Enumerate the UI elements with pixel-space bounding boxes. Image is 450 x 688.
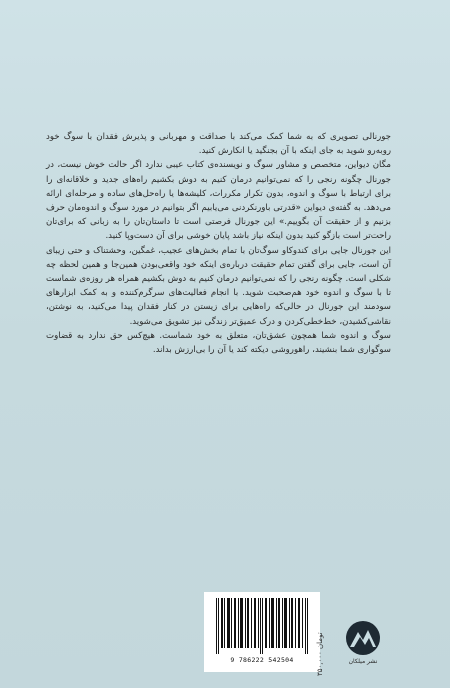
blurb-paragraph-3: این جورنال جایی برای کندوکاو سوگ‌تان با تمام بخش‌های عجیب، غمگین، وحشتناک و حتی زیبای آن است، جایی برای گفتن تمام حقیقت درباره‌ی اینکه خود واقعی‌بودن همین‌جا و همین لحظه چه شکلی است. چگونه رنجی را که نمی‌توانیم درمان کنیم به دوش بکشیم همراه هر روزه‌ی شماست تا با سوگ و اندوه خود هم‌صحبت شوید. با انجام فعالیت‌های سرگرم‌کننده و به کمک ابزارهای سودمند این جورنال در حالی‌که راه‌هایی برای زیستن در کنار فقدان پیدا می‌کنید، به نوشتن، نقاشی‌کشیدن، خط‌خطی‌کردن و درک عمیق‌تر زندگی نیز تشویق می‌شوید. xyxy=(46,245,391,327)
barcode-area xyxy=(196,592,336,680)
blurb-paragraph-4: سوگ و اندوه شما همچون عشق‌تان، متعلق به خود شماست. هیچ‌کس حق ندارد به قضاوت سوگواری شما بنشیند، راهوروشی دیکته کند یا آن را بی‌ارزش بداند. xyxy=(46,330,391,356)
isbn-number: 9 786222 542504 xyxy=(230,656,294,664)
blurb-paragraph-2: مگان دیواین، متخصص و مشاور سوگ و نویسنده‌ی کتاب عیبی ندارد اگر حالت خوش نیست، در جورنال چگونه رنجی را که نمی‌توانیم درمان کنیم به دوش بکشیم راه‌های جدید و خلاقانه‌ای را برای ارتباط با سوگ و اندوه، بدون تکرار مکررات، کلیشه‌ها یا راه‌حل‌های ساده و مرحله‌ای ارائه می‌دهد. به گفته‌ی دیواین «قدرتی باورنکردنی می‌یابیم اگر بتوانیم در مورد سوگ و اندوه‌مان حرف بزنیم و از حقیقت آن بگوییم.» این جورنال فرصتی است تا داستان‌تان را به زبانی که برای‌تان راحت‌تر است بازگو کنید بدون اینکه نیاز باشد پایان خوشی برای آن دست‌وپا کنید. xyxy=(46,160,391,242)
isbn-barcode xyxy=(204,592,320,672)
blurb-text xyxy=(46,130,391,357)
publisher-name: نشر میلکان xyxy=(348,658,378,665)
blurb-paragraph-1: جورنالی تصویری که به شما کمک می‌کند با صداقت و مهربانی و پذیرش فقدان با سوگ خود روبه‌رو شوید به جای اینکه با آن بجنگید یا انکارش کنید. xyxy=(46,132,391,157)
mountain-logo-icon xyxy=(344,618,382,658)
barcode-bars xyxy=(214,598,310,654)
price-label: ۳۵۰,۰۰۰ تومان xyxy=(316,632,324,676)
publisher-logo xyxy=(344,618,382,670)
